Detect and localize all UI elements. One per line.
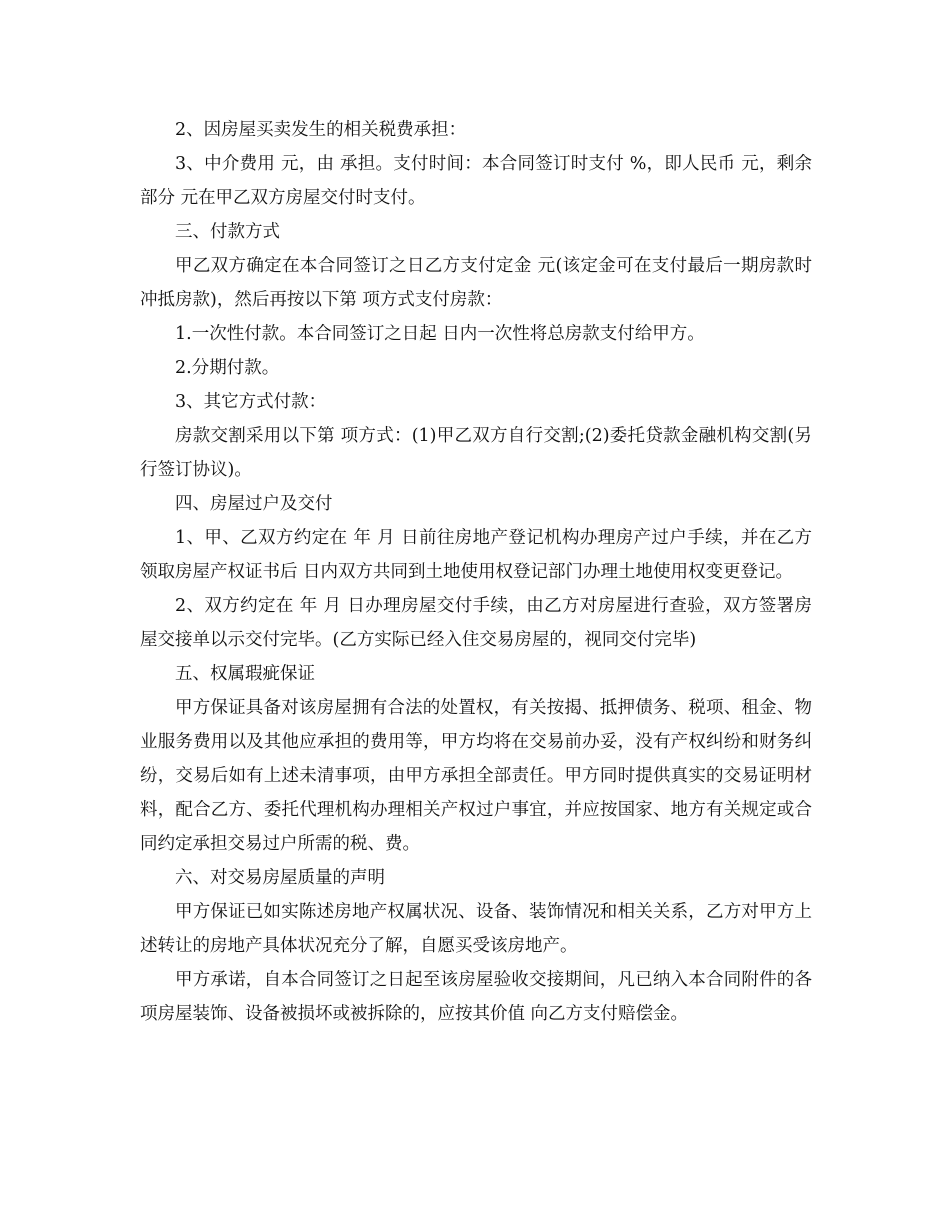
heading-payment-method: 三、付款方式 — [175, 222, 280, 242]
heading-quality-statement: 六、对交易房屋质量的声明 — [175, 868, 385, 888]
document-body — [140, 113, 812, 1031]
paragraph-settlement: 房款交割采用以下第 项方式：(1)甲乙双方自行交割;(2)委托贷款金融机构交割(另行签订协议)。 — [140, 426, 812, 480]
paragraph-other-payment: 3、其它方式付款： — [175, 392, 327, 412]
heading-title-guarantee: 五、权属瑕疵保证 — [175, 664, 315, 684]
paragraph-installment: 2.分期付款。 — [175, 358, 280, 378]
paragraph-title-guarantee: 甲方保证具备对该房屋拥有合法的处置权，有关按揭、抵押债务、税项、租金、物业服务费用以及其他应承担的费用等，甲方均将在交易前办妥，没有产权纠纷和财务纠纷，交易后如有上述未清事项，由甲方承担全部责任。甲方同时提供真实的交易证明材料，配合乙方、委托代理机构办理相关产权过户事宜，并应按国家、地方有关规定或合同约定承担交易过户所需的税、费。 — [140, 698, 812, 854]
paragraph-tax-burden: 2、因房屋买卖发生的相关税费承担： — [175, 120, 467, 140]
paragraph-lump-sum: 1.一次性付款。本合同签订之日起 日内一次性将总房款支付给甲方。 — [175, 324, 705, 344]
paragraph-agency-fee: 3、中介费用 元，由 承担。支付时间：本合同签订时支付 %，即人民币 元，剩余部分 元在甲乙双方房屋交付时支付。 — [140, 154, 812, 208]
paragraph-quality-statement: 甲方保证已如实陈述房地产权属状况、设备、装饰情况和相关关系，乙方对甲方上述转让的房地产具体状况充分了解，自愿买受该房地产。 — [140, 902, 812, 956]
paragraph-delivery: 2、双方约定在 年 月 日办理房屋交付手续，由乙方对房屋进行查验，双方签署房屋交接单以示交付完毕。(乙方实际已经入住交易房屋的，视同交付完毕) — [140, 596, 812, 650]
heading-transfer-delivery: 四、房屋过户及交付 — [175, 494, 333, 514]
paragraph-transfer: 1、甲、乙双方约定在 年 月 日前往房地产登记机构办理房产过户手续，并在乙方领取房屋产权证书后 日内双方共同到土地使用权登记部门办理土地使用权变更登记。 — [140, 528, 812, 582]
paragraph-deposit: 甲乙双方确定在本合同签订之日乙方支付定金 元(该定金可在支付最后一期房款时冲抵房款)，然后再按以下第 项方式支付房款： — [140, 256, 812, 310]
paragraph-seller-promise: 甲方承诺，自本合同签订之日起至该房屋验收交接期间，凡已纳入本合同附件的各项房屋装饰、设备被损坏或被拆除的，应按其价值 向乙方支付赔偿金。 — [140, 970, 812, 1024]
